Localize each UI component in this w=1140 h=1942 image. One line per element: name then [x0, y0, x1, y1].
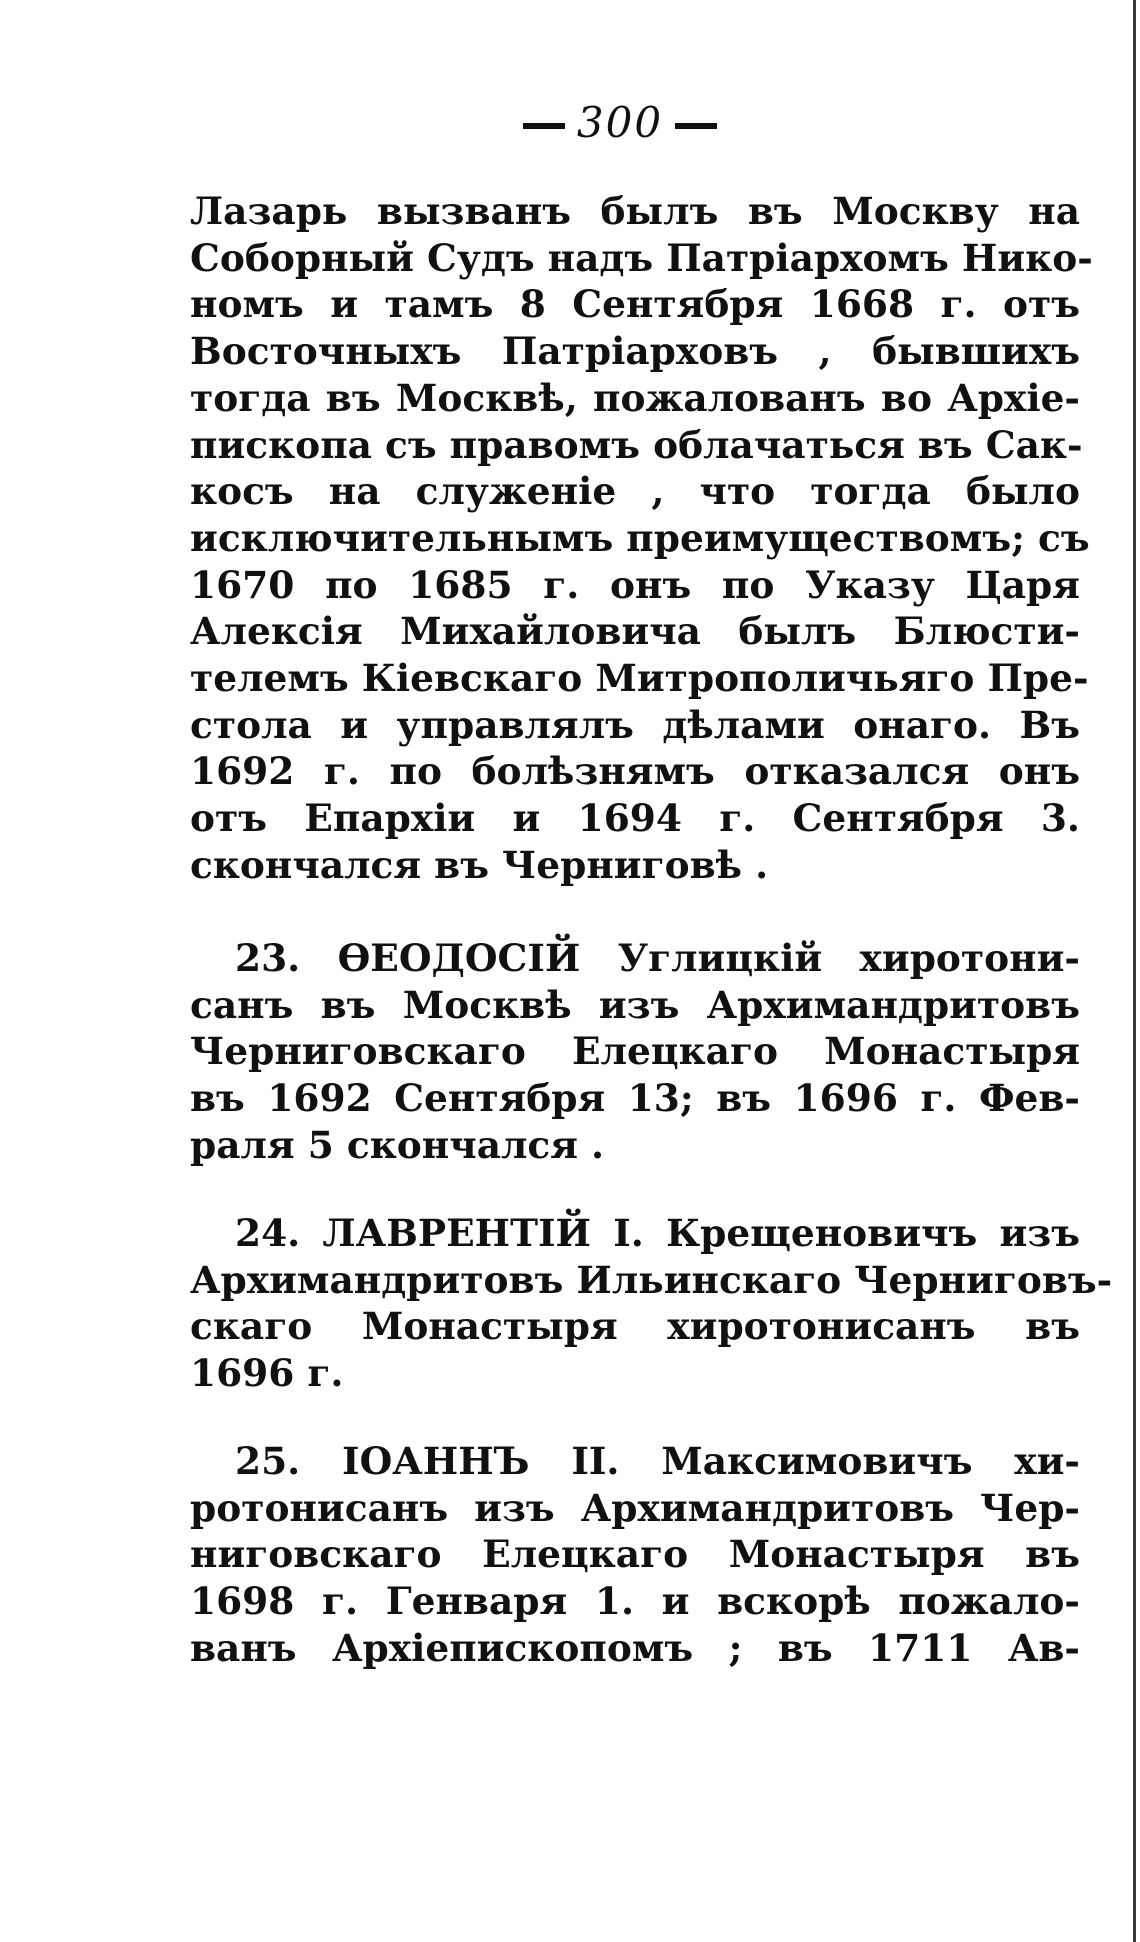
text-line: 1696 г.	[190, 1351, 344, 1396]
text-line: Соборный Судъ надъ Патріархомъ Нико-	[190, 235, 1093, 280]
text-line: ванъ Архіепископомъ ; въ 1711 Ав-	[190, 1625, 1080, 1670]
header-dash-right	[675, 123, 717, 129]
page-edge-shadow	[1133, 0, 1136, 1942]
text-line: Алексія Михайловича былъ Блюсти-	[190, 609, 1080, 654]
entry-24-lavrentiy	[190, 1210, 1113, 1397]
entry-heading-line: 24. ЛАВРЕНТІЙ I. Крещеновичъ изъ	[235, 1211, 1080, 1255]
text-line: Лазарь вызванъ былъ въ Москву на	[190, 189, 1080, 233]
text-line: скаго Монастыря хиротонисанъ въ	[190, 1304, 1080, 1349]
paragraph-lazar-continuation	[190, 188, 1093, 889]
text-line: ротонисанъ изъ Архимандритовъ Чер-	[190, 1485, 1080, 1530]
text-line: ниговскаго Елецкаго Монастыря въ	[190, 1532, 1080, 1577]
text-line: телемъ Кіевскаго Митрополичьяго Пре-	[190, 656, 1089, 701]
entry-heading-line: 23. ѲЕОДОСІЙ Углицкій хиротони-	[235, 936, 1080, 980]
text-line: тогда въ Москвѣ, пожалованъ во Архіе-	[190, 375, 1080, 420]
text-line: номъ и тамъ 8 Сентября 1668 г. отъ	[190, 282, 1080, 327]
page-header	[0, 98, 1140, 147]
text-line: исключительнымъ преимуществомъ; съ	[190, 515, 1090, 560]
text-line: 1698 г. Генваря 1. и вскорѣ пожало-	[190, 1579, 1080, 1624]
entry-heading-line: 25. IОАННЪ II. Максимовичъ хи-	[235, 1439, 1080, 1483]
entry-23-feodosiy	[190, 935, 1080, 1169]
text-line: Черниговскаго Елецкаго Монастыря	[190, 1029, 1080, 1074]
page-number: 300	[576, 98, 664, 147]
text-line: стола и управлялъ дѣлами онаго. Въ	[190, 702, 1080, 747]
header-dash-left	[523, 123, 565, 129]
text-line: косъ на служеніе , что тогда было	[190, 469, 1080, 514]
text-line: Восточныхъ Патріарховъ , бывшихъ	[190, 329, 1080, 374]
text-line: 1670 по 1685 г. онъ по Указу Царя	[190, 562, 1080, 607]
text-line: санъ въ Москвѣ изъ Архимандритовъ	[190, 982, 1080, 1027]
text-line: 1692 г. по болѣзнямъ отказался онъ	[190, 749, 1080, 794]
text-line: отъ Епархіи и 1694 г. Сентября 3.	[190, 796, 1080, 841]
text-line: пископа съ правомъ облачаться въ Сак-	[190, 422, 1083, 467]
text-line: Архимандритовъ Ильинскаго Черниговъ-	[190, 1257, 1113, 1302]
text-line: скончался въ Черниговѣ .	[190, 842, 769, 887]
text-line: раля 5 скончался .	[190, 1122, 605, 1167]
text-line: въ 1692 Сентября 13; въ 1696 г. Фев-	[190, 1076, 1080, 1121]
entry-25-ioann	[190, 1438, 1080, 1672]
